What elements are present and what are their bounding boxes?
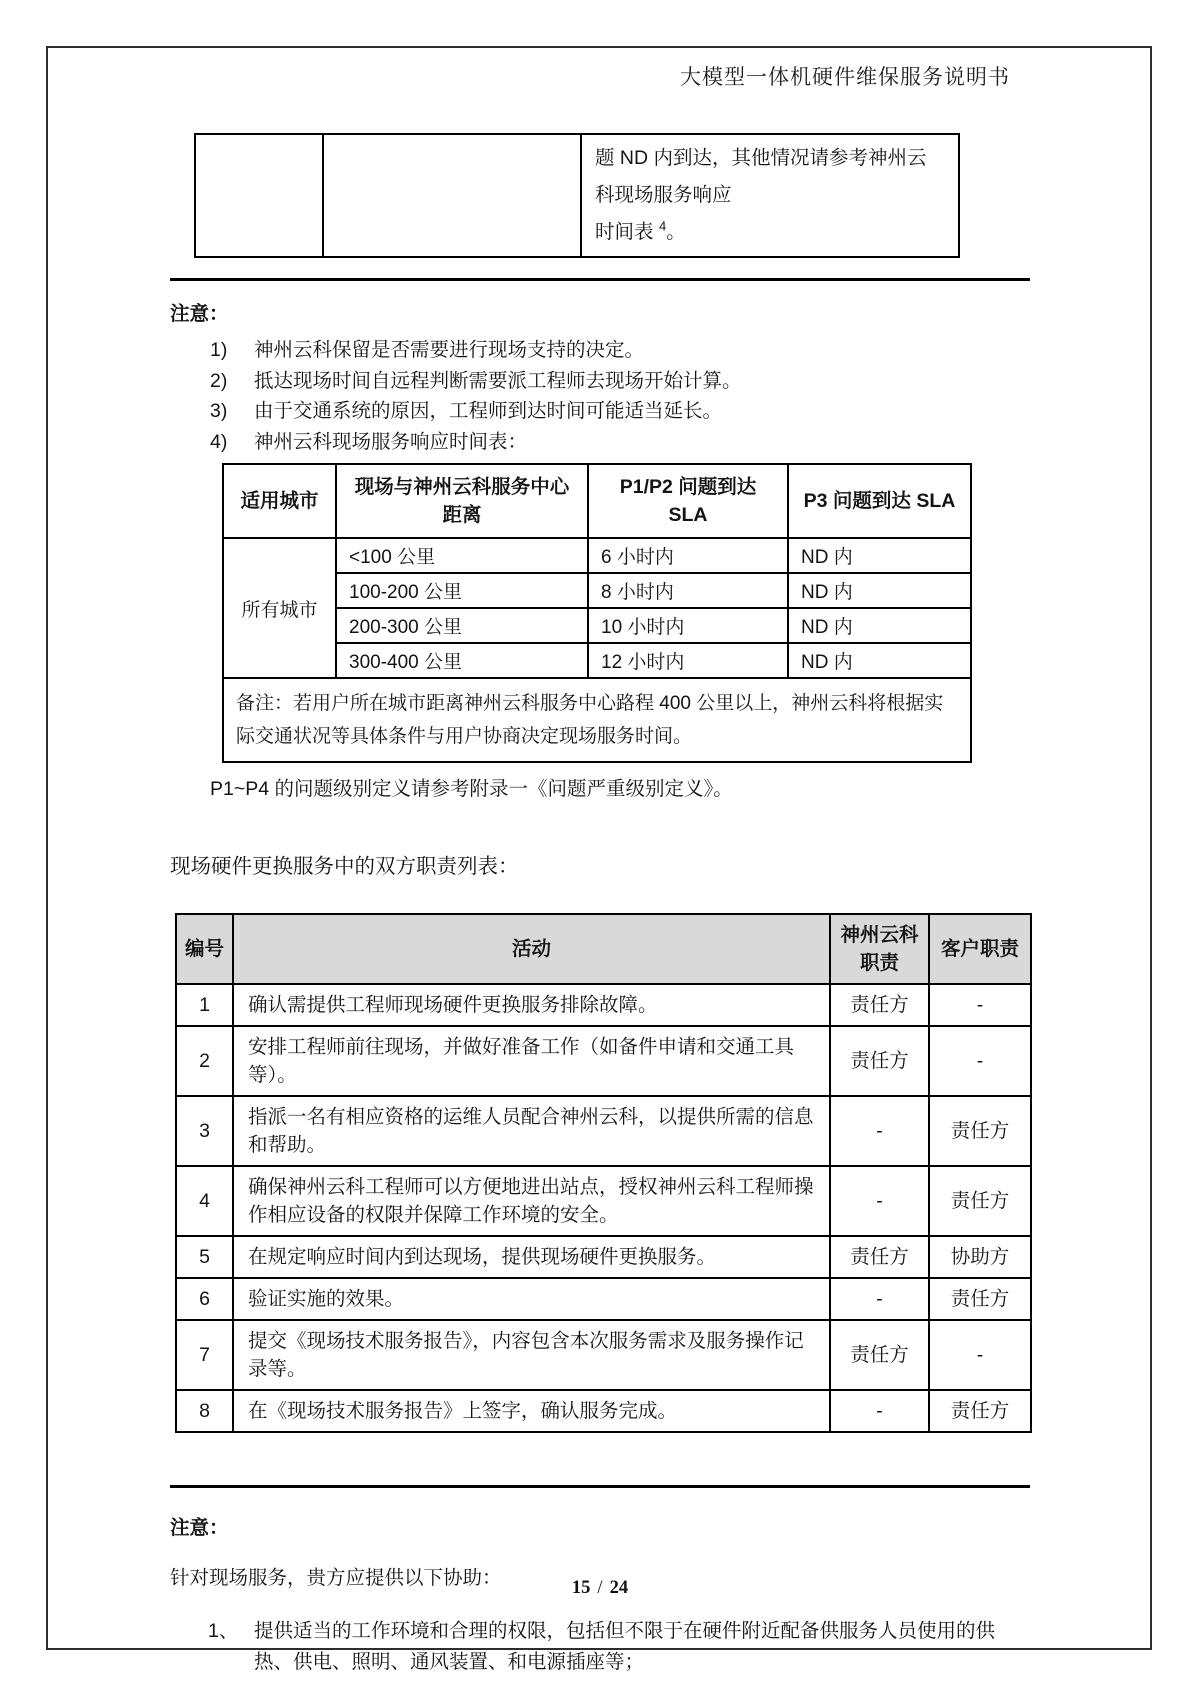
- header-city: 适用城市: [223, 464, 336, 538]
- page-footer: [0, 1578, 1200, 1599]
- customer-cell: 责任方: [929, 1166, 1031, 1236]
- p1p2-cell: 10 小时内: [588, 608, 788, 643]
- vendor-cell: -: [830, 1166, 929, 1236]
- list-item: [170, 366, 1030, 397]
- table-header-row: [176, 914, 1031, 984]
- customer-cell: 责任方: [929, 1390, 1031, 1432]
- list-number: 3): [210, 400, 228, 422]
- table-row: [223, 643, 971, 678]
- list-text: 提供适当的工作环境和合理的权限，包括但不限于在硬件附近配备供服务人员使用的供热、供电、照明、通风装置、和电源插座等；: [254, 1620, 996, 1673]
- page-number: 15: [571, 1578, 591, 1598]
- carryover-text-cell: [581, 134, 959, 257]
- list-item: [170, 427, 1030, 458]
- list-number: 1): [210, 339, 228, 361]
- header-no: 编号: [176, 914, 233, 984]
- city-cell: 所有城市: [223, 538, 336, 678]
- p1p2-cell: 6 小时内: [588, 538, 788, 573]
- page-content: [170, 62, 1030, 1678]
- table-row: [176, 1166, 1031, 1236]
- document-header-title: 大模型一体机硬件维保服务说明书: [680, 65, 1010, 89]
- customer-cell: -: [929, 1026, 1031, 1096]
- section-divider: [170, 1485, 1030, 1488]
- activity-cell: 验证实施的效果。: [233, 1278, 830, 1320]
- activity-cell: 提交《现场技术服务报告》，内容包含本次服务需求及服务操作记录等。: [233, 1320, 830, 1390]
- p3-cell: ND 内: [788, 538, 971, 573]
- table-row: [176, 1320, 1031, 1390]
- section-title: 现场硬件更换服务中的双方职责列表：: [170, 855, 519, 878]
- customer-cell: 责任方: [929, 1278, 1031, 1320]
- no-cell: 6: [176, 1278, 233, 1320]
- p3-cell: ND 内: [788, 573, 971, 608]
- table-row: [195, 134, 959, 257]
- note-label: 注意：: [170, 1517, 229, 1539]
- p1p4-definition-note: P1~P4 的问题级别定义请参考附录一《问题严重级别定义》。: [210, 778, 733, 800]
- remark-cell: 备注：若用户所在城市距离神州云科服务中心路程 400 公里以上，神州云科将根据实际交通状况等具体条件与用户协商决定现场服务时间。: [223, 678, 971, 762]
- no-cell: 5: [176, 1236, 233, 1278]
- list-text: 抵达现场时间自远程判断需要派工程师去现场开始计算。: [254, 369, 742, 392]
- list-item: [170, 396, 1030, 427]
- header-p3-sla: P3 问题到达 SLA: [788, 464, 971, 538]
- section-divider: [170, 278, 1030, 281]
- header-customer-duty: 客户职责: [929, 914, 1031, 984]
- list-number: 4): [210, 430, 228, 453]
- customer-cell: 责任方: [929, 1096, 1031, 1166]
- header-vendor-duty: 神州云科 职责: [830, 914, 929, 984]
- activity-cell: 在《现场技术服务报告》上签字，确认服务完成。: [233, 1390, 830, 1432]
- page-separator: /: [597, 1578, 603, 1598]
- list-text: 神州云科保留是否需要进行现场支持的决定。: [254, 339, 645, 361]
- table-row: [176, 1096, 1031, 1166]
- vendor-cell: 责任方: [830, 984, 929, 1026]
- vendor-cell: -: [830, 1096, 929, 1166]
- note-label: 注意：: [170, 303, 229, 325]
- list-item: [170, 1616, 1030, 1678]
- distance-cell: 100-200 公里: [336, 573, 588, 608]
- table-row: [176, 1236, 1031, 1278]
- list-number: 1、: [208, 1620, 239, 1642]
- responsibilities-table: [175, 913, 1032, 1433]
- activity-cell: 安排工程师前往现场，并做好准备工作（如备件申请和交通工具等）。: [233, 1026, 830, 1096]
- table-remark-row: [223, 678, 971, 762]
- empty-cell: [323, 134, 581, 257]
- activity-cell: 确保神州云科工程师可以方便地进出站点，授权神州云科工程师操作相应设备的权限并保障工作环境的安全。: [233, 1166, 830, 1236]
- header-activity: 活动: [233, 914, 830, 984]
- vendor-cell: 责任方: [830, 1026, 929, 1096]
- p3-cell: ND 内: [788, 643, 971, 678]
- response-time-table: [222, 463, 972, 763]
- page-total: 24: [609, 1578, 629, 1598]
- customer-cell: 协助方: [929, 1236, 1031, 1278]
- distance-cell: 200-300 公里: [336, 608, 588, 643]
- distance-cell: 300-400 公里: [336, 643, 588, 678]
- vendor-cell: 责任方: [830, 1236, 929, 1278]
- table-row: [223, 538, 971, 573]
- table-row: [176, 1278, 1031, 1320]
- customer-cell: -: [929, 1320, 1031, 1390]
- table-row: [223, 608, 971, 643]
- vendor-cell: 责任方: [830, 1320, 929, 1390]
- no-cell: 1: [176, 984, 233, 1026]
- header-p1p2-sla: P1/P2 问题到达 SLA: [588, 464, 788, 538]
- p1p2-cell: 12 小时内: [588, 643, 788, 678]
- activity-cell: 确认需提供工程师现场硬件更换服务排除故障。: [233, 984, 830, 1026]
- table-row: [223, 573, 971, 608]
- empty-cell: [195, 134, 323, 257]
- p3-cell: ND 内: [788, 608, 971, 643]
- footnote-ref: 4: [658, 218, 667, 234]
- no-cell: 3: [176, 1096, 233, 1166]
- table-header-row: [223, 464, 971, 538]
- header-distance: 现场与神州云科服务中心 距离: [336, 464, 588, 538]
- p1p2-cell: 8 小时内: [588, 573, 788, 608]
- list-number: 2): [210, 369, 228, 392]
- customer-cell: -: [929, 984, 1031, 1026]
- activity-cell: 指派一名有相应资格的运维人员配合神州云科，以提供所需的信息和帮助。: [233, 1096, 830, 1166]
- list-item: [170, 335, 1030, 366]
- assistance-list: [170, 1616, 1030, 1678]
- assistance-intro: 针对现场服务，贵方应提供以下协助：: [170, 1567, 502, 1589]
- no-cell: 2: [176, 1026, 233, 1096]
- no-cell: 7: [176, 1320, 233, 1390]
- carryover-text: 题 ND 内到达，其他情况请参考神州云科现场服务响应 时间表 $^4$。: [595, 147, 927, 243]
- list-text: 神州云科现场服务响应时间表：: [254, 430, 528, 453]
- vendor-cell: -: [830, 1390, 929, 1432]
- activity-cell: 在规定响应时间内到达现场，提供现场硬件更换服务。: [233, 1236, 830, 1278]
- table-row: [176, 984, 1031, 1026]
- vendor-cell: -: [830, 1278, 929, 1320]
- table-row: [176, 1390, 1031, 1432]
- table-row: [176, 1026, 1031, 1096]
- distance-cell: <100 公里: [336, 538, 588, 573]
- no-cell: 4: [176, 1166, 233, 1236]
- carryover-table: [194, 133, 960, 258]
- list-text: 由于交通系统的原因，工程师到达时间可能适当延长。: [254, 400, 723, 422]
- notes-list: [170, 335, 1030, 457]
- no-cell: 8: [176, 1390, 233, 1432]
